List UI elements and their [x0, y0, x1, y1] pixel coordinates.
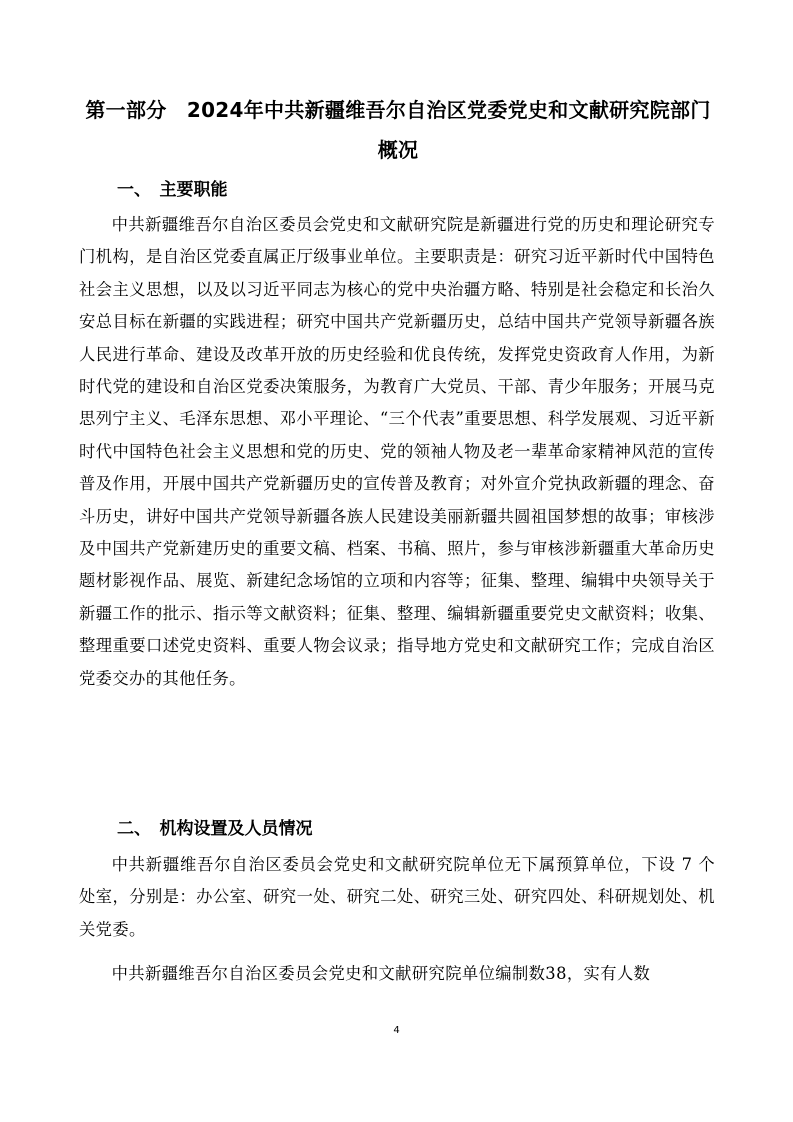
page-title: 第一部分 2024年中共新疆维吾尔自治区党委党史和文献研究院部门概况	[85, 98, 711, 162]
section-heading-organization: 二、 机构设置及人员情况	[117, 819, 313, 839]
page-number: 4	[393, 1025, 400, 1036]
section-heading-main-functions: 一、 主要职能	[117, 180, 228, 200]
staffing-paragraph: 中共新疆维吾尔自治区委员会党史和文献研究院单位编制数38，实有人数	[111, 964, 651, 983]
main-functions-paragraph: 中共新疆维吾尔自治区委员会党史和文献研究院是新疆进行党的历史和理论研究专门机构，是自治区党委直属正厅级事业单位。主要职责是：研究习近平新时代中国特色社会主义思想，以及以习近平同志为核心的党中央治疆方略、特别是社会稳定和长治久安总目标在新疆的实践进程；研究中国共产党新疆历史，总结中国共产党领导新疆各族人民进行革命、建设及改革开放的历史经验和优良传统，发挥党史资政育人作用，为新时代党的建设和自治区党委决策服务，为教育广大党员、干部、青少年服务；开展马克思列宁主义、毛泽东思想、邓小平理论、“三个代表”重要思想、科学发展观、习近平新时代中国特色社会主义思想和党的历史、党的领袖人物及老一辈革命家精神风范的宣传普及作用，开展中国共产党新疆历史的宣传普及教育；对外宣介党执政新疆的理念、奋斗历史，讲好中国共产党领导新疆各族人民建设美丽新疆共圆祖国梦想的故事；审核涉及中国共产党新建历史的重要文稿、档案、书稿、照片，参与审核涉新疆重大革命历史题材影视作品、展览、新建纪念场馆的立项和内容等；征集、整理、编辑中央领导关于新疆工作的批示、指示等文献资料；征集、整理、编辑新疆重要党史文献资料；收集、整理重要口述党史资料、重要人物会议录；指导地方党史和文献研究工作；完成自治区党委交办的其他任务。	[79, 215, 715, 688]
organization-paragraph: 中共新疆维吾尔自治区委员会党史和文献研究院单位无下属预算单位，下设 7 个处室，分别是：办公室、研究一处、研究二处、研究三处、研究四处、科研规划处、机关党委。	[79, 855, 715, 939]
